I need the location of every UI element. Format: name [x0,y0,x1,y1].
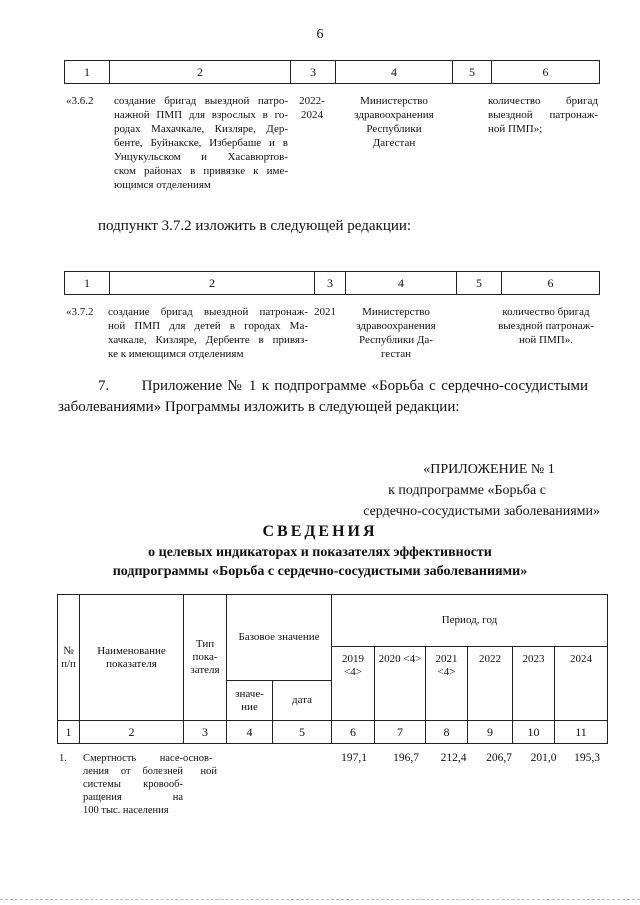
annex-line-3: сердечно-сосудистыми заболеваниями» [363,504,600,519]
text-line: создание бригад выездной патро- [114,95,288,107]
table1-col-4: 4 [336,61,453,84]
index-cell: 3 [184,721,227,744]
text-line: количество бригад [502,306,590,318]
col-header-base-date: дата [273,681,332,721]
value-2019: 197,1 [341,752,367,764]
text-line: Унцукульском и Хасавюртов- [114,151,288,163]
text-line: бенте, Буйнакске, Избербаше и в [114,137,288,149]
col-header-name: Наименование показателя [80,595,184,721]
table2-row-text [108,305,308,361]
text-line: ной ПМП для детей в городах Ма- [108,320,308,332]
year-2024: 2024 [555,647,608,721]
page-edge [0,899,640,900]
table1-row-result [488,94,598,136]
table1-row-period [290,94,334,122]
table2-col-4: 4 [346,272,457,295]
row-num: 1. [59,753,67,764]
row-type [183,752,223,778]
index-cell: 1 [58,721,80,744]
table1-row-num: «3.6.2 [66,95,94,107]
table2-header [64,271,600,295]
document-title: СВЕДЕНИЯ [262,523,378,540]
index-cell: 11 [555,721,608,744]
document-subtitle-2: подпрограммы «Борьба с сердечно-сосудистыми заболеваниями» [112,564,528,579]
value-2023: 201,0 [530,752,557,764]
annex-line-2: к подпрограмме «Борьба с [388,483,546,498]
text-line: Республики [366,123,422,135]
index-cell: 7 [375,721,426,744]
text-line: 2022- [299,95,325,107]
year-2019: 2019 <4> [332,647,375,721]
table2-row [64,305,600,363]
table1-header [64,60,600,84]
table2-row-org [342,305,450,361]
text-line: ском районах в привязке к име- [114,165,288,177]
year-2021: 2021 <4> [426,647,468,721]
text-line: 100 тыс. населения [83,805,169,816]
index-cell: 4 [227,721,273,744]
text-line: здравоохранения [354,109,434,121]
paragraph-7-text: Приложение № 1 к подпрограмме «Борьба с сердечно-сосудистыми заболеваниями» Программы изложить в следующей редакции: [58,378,589,415]
text-line: системы кровооб- [83,779,183,790]
index-cell: 8 [426,721,468,744]
table2-col-6: 6 [502,272,600,295]
table1-col-1: 1 [65,61,110,84]
value-2020: 196,7 [393,752,419,764]
text-line: гестан [380,348,412,360]
value-2022: 206,7 [486,752,512,764]
text-line: Министерство [360,95,428,107]
text-line: количество бригад [488,95,598,107]
table1-row-text [114,94,288,192]
text-line: 2024 [301,109,323,121]
document-subtitle-1: о целевых индикаторах и показателях эффективности [148,545,492,560]
index-cell: 2 [80,721,184,744]
text-line: нажной ПМП для взрослых в го- [114,109,288,121]
index-cell: 6 [332,721,375,744]
table2-col-1: 1 [65,272,110,295]
text-line: основ- [183,753,213,764]
index-cell: 10 [513,721,555,744]
text-line: выездной патронаж- [488,109,598,121]
value-2024: 195,3 [574,752,600,764]
text-line: ке к имеющимся отделениям [108,348,244,360]
table2-col-5: 5 [457,272,502,295]
text-line: ющимся отделениям [114,179,211,191]
text-line: ной ПМП»; [488,123,543,135]
row-name [83,752,183,817]
text-line: Министерство [362,306,430,318]
col-header-base: Базовое значение [227,595,332,681]
table2-row-num: «3.7.2 [66,306,94,318]
table-row [57,752,608,822]
table2-col-2: 2 [110,272,315,295]
text-line: ной ПМП». [519,334,573,346]
year-2022: 2022 [468,647,513,721]
text-line: ления от болезней [83,766,183,777]
paragraph-7 [58,376,588,418]
index-cell: 5 [273,721,332,744]
table2-row-period: 2021 [314,306,336,318]
text-line: хачкале, Кизляре, Дербенте в привяз- [108,334,308,346]
text-line: родах Махачкале, Кизляре, Дер- [114,123,288,135]
page-number: 6 [316,27,324,42]
text-line: выездной патронаж- [498,320,594,332]
text-line: Смертность насе- [83,753,183,764]
index-cell: 9 [468,721,513,744]
table2-col-3: 3 [315,272,346,295]
text-line: здравоохранения [356,320,436,332]
annex-line-1: «ПРИЛОЖЕНИЕ № 1 [423,462,555,477]
text-line: ращения на [83,792,183,803]
paragraph-7-number: 7. [98,378,110,394]
subpoint-text: подпункт 3.7.2 изложить в следующей редакции: [98,218,412,234]
table1-col-5: 5 [453,61,492,84]
col-header-type: Тип пока- зателя [184,595,227,721]
col-header-period: Период, год [332,595,608,647]
table1-col-3: 3 [291,61,336,84]
table1-row [64,94,600,194]
col-header-num: № п/п [58,595,80,721]
table1-col-6: 6 [492,61,600,84]
year-2020: 2020 <4> [375,647,426,721]
text-line: ной [200,766,217,777]
year-2023: 2023 [513,647,555,721]
text-line: Республики Да- [359,334,433,346]
table1-row-org [336,94,452,150]
indicators-table [57,594,608,744]
table1-col-2: 2 [110,61,291,84]
text-line: Дагестан [372,137,416,149]
annex-heading [300,459,600,522]
value-2021: 212,4 [440,752,467,764]
col-header-base-value: значе- ние [227,681,273,721]
table2-row-result [494,305,598,347]
text-line: создание бригад выездной патронаж- [108,306,308,318]
